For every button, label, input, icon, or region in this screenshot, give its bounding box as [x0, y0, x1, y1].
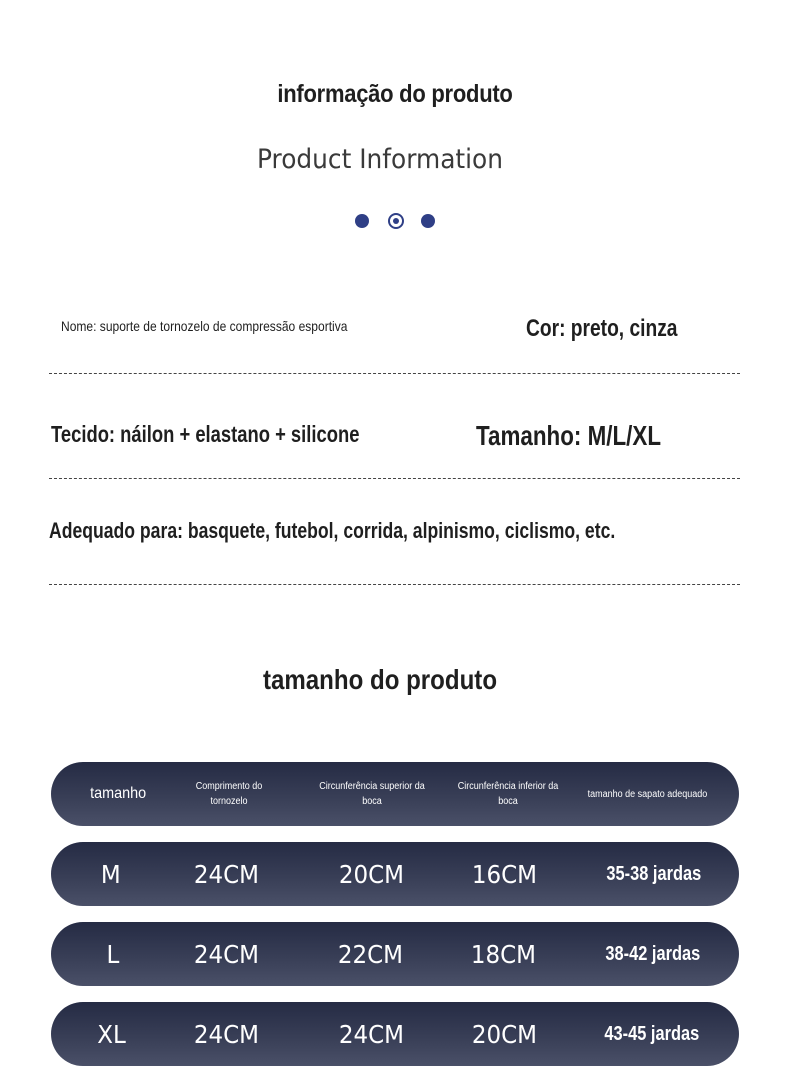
cell-upper-circ: 24CM — [338, 1019, 404, 1049]
header-tamanho: tamanho — [89, 785, 147, 802]
cell-ankle-length: 24CM — [193, 1019, 259, 1049]
cell-lower-circ: 18CM — [470, 939, 536, 969]
carousel-dots — [355, 214, 437, 230]
cell-lower-circ: 16CM — [471, 859, 537, 889]
separator — [49, 373, 740, 374]
info-fabric: Tecido: náilon + elastano + silicone — [51, 421, 360, 447]
cell-ankle-length: 24CM — [193, 939, 259, 969]
header-shoe-size: tamanho de sapato adequado — [587, 788, 707, 800]
cell-lower-circ: 20CM — [471, 1019, 537, 1049]
header-upper-circumference: Circunferência superior da boca — [319, 781, 425, 807]
cell-shoe-size: 35-38 jardas — [606, 862, 702, 885]
cell-upper-circ: 22CM — [337, 939, 403, 969]
size-table-header — [51, 762, 739, 826]
title-en: Product Information — [256, 144, 503, 175]
dot-indicator[interactable] — [421, 214, 435, 228]
cell-size: M — [101, 859, 121, 889]
dot-indicator-active[interactable] — [388, 213, 404, 229]
header-ankle-length: Comprimento do tornozelo — [195, 781, 263, 807]
cell-size: XL — [97, 1019, 127, 1049]
separator — [49, 584, 740, 585]
table-row — [51, 922, 739, 986]
table-row — [51, 842, 739, 906]
table-row — [51, 1002, 739, 1066]
cell-upper-circ: 20CM — [338, 859, 404, 889]
cell-shoe-size: 38-42 jardas — [605, 942, 701, 965]
header-lower-circumference: Circunferência inferior da boca — [457, 781, 559, 807]
title-pt: informação do produto — [277, 80, 513, 108]
separator — [49, 478, 740, 479]
info-color: Cor: preto, cinza — [526, 315, 678, 342]
info-name: Nome: suporte de tornozelo de compressão esportiva — [61, 318, 348, 334]
size-title: tamanho do produto — [262, 664, 498, 695]
info-size: Tamanho: M/L/XL — [476, 420, 661, 451]
cell-ankle-length: 24CM — [193, 859, 259, 889]
cell-size: L — [106, 939, 120, 969]
info-suitable: Adequado para: basquete, futebol, corrida, alpinismo, ciclismo, etc. — [49, 518, 616, 543]
dot-indicator[interactable] — [355, 214, 369, 228]
cell-shoe-size: 43-45 jardas — [604, 1022, 700, 1045]
